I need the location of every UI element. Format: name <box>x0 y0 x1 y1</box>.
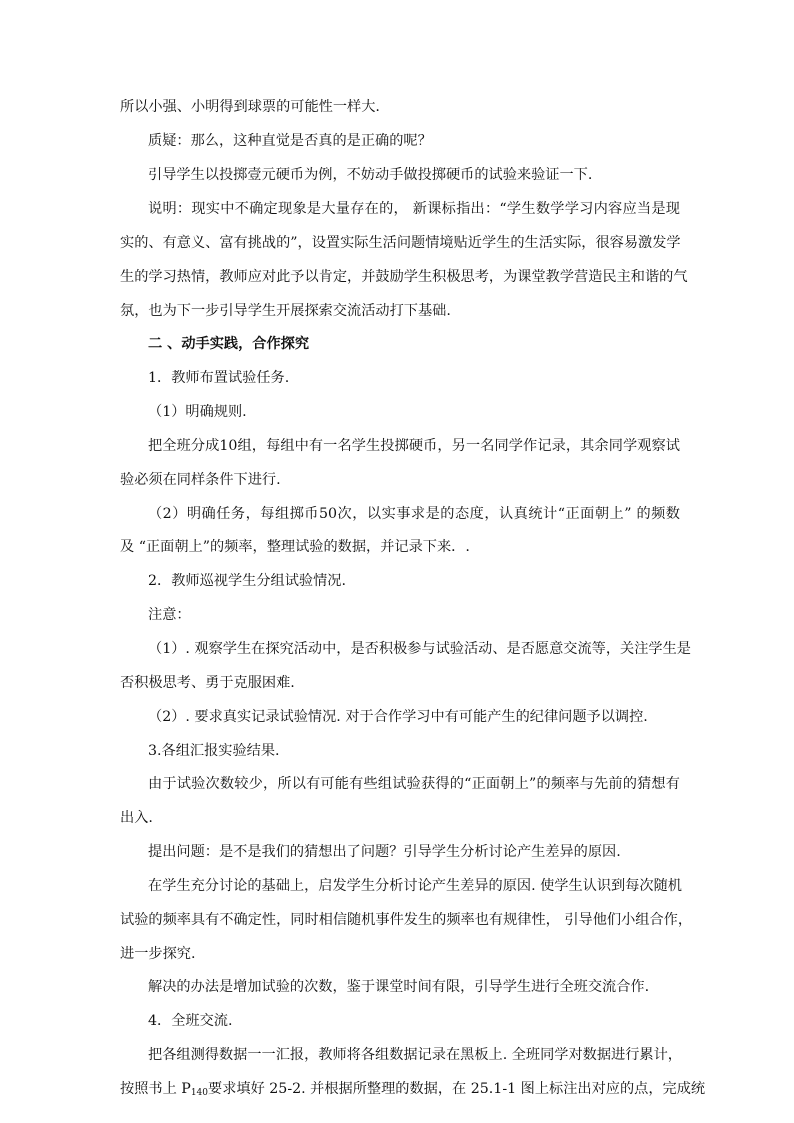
line-text-after: 要求填好 25-2. 并根据所整理的数据，在 25.1-1 图上标注出对应的点，完成统 <box>208 1081 706 1097</box>
paragraph-line: 说明：现实中不确定现象是大量存在的， 新课标指出：“学生数学学习内容应当是现 <box>148 201 680 217</box>
paragraph-line: 提出问题：是不是我们的猜想出了问题？引导学生分析讨论产生差异的原因. <box>148 844 621 860</box>
paragraph-line: 2．教师巡视学生分组试验情况. <box>148 573 346 589</box>
paragraph-line: 解决的办法是增加试验的次数，鉴于课堂时间有限，引导学生进行全班交流合作. <box>148 979 650 995</box>
paragraph-line: 试验的频率具有不确定性，同时相信随机事件发生的频率也有规律性， 引导他们小组合作， <box>120 912 693 928</box>
paragraph-line: 3.各组汇报实验结果. <box>148 743 280 759</box>
paragraph-line: 引导学生以投掷壹元硬币为例，不妨动手做投掷硬币的试验来验证一下. <box>148 167 593 183</box>
paragraph-line: 1．教师布置试验任务. <box>148 370 290 386</box>
paragraph-line: （2）. 要求真实记录试验情况. 对于合作学习中有可能产生的纪律问题予以调控. <box>148 709 648 725</box>
paragraph-line: 质疑：那么，这种直觉是否真的是正确的呢？ <box>148 133 432 149</box>
line-text-before: 按照书上 P <box>120 1081 191 1097</box>
paragraph-line: 氛，也为下一步引导学生开展探索交流活动打下基础. <box>120 303 451 319</box>
paragraph-line: 出入. <box>120 810 153 826</box>
paragraph-line: （2）明确任务，每组掷币50次，以实事求是的态度，认真统计“正面朝上” 的频数 <box>148 506 680 522</box>
paragraph-line: 否积极思考、勇于克服困难. <box>120 675 295 691</box>
paragraph-line: 进一步探究. <box>120 946 196 962</box>
paragraph-line: （1）. 观察学生在探究活动中，是否积极参与试验活动、是否愿意交流等，关注学生是 <box>148 641 691 657</box>
paragraph-line: 由于试验次数较少，所以有可能有些组试验获得的“正面朝上”的频率与先前的猜想有 <box>148 776 680 792</box>
paragraph-line: 4．全班交流. <box>148 1013 233 1029</box>
paragraph-line: 实的、有意义、富有挑战的”，设置实际生活问题情境贴近学生的生活实际，很容易激发学 <box>120 235 681 251</box>
paragraph-line-with-subscript <box>120 1079 706 1099</box>
paragraph-line: 及 “正面朝上”的频率，整理试验的数据，并记录下来．. <box>120 539 470 555</box>
paragraph-line: （1）明确规则. <box>148 404 247 420</box>
paragraph-line: 验必须在同样条件下进行. <box>120 472 281 488</box>
paragraph-line: 注意： <box>148 607 191 623</box>
paragraph-line: 所以小强、小明得到球票的可能性一样大. <box>120 99 380 115</box>
page-subscript: 140 <box>190 1088 208 1098</box>
paragraph-line: 生的学习热情，教师应对此予以肯定，并鼓励学生积极思考，为课堂教学营造民主和谐的气 <box>120 269 688 285</box>
section-heading: 二 、动手实践，合作探究 <box>148 336 310 352</box>
paragraph-line: 把各组测得数据一一汇报，教师将各组数据记录在黑板上. 全班同学对数据进行累计， <box>148 1047 682 1063</box>
paragraph-line: 把全班分成10组，每组中有一名学生投掷硬币，另一名同学作记录，其余同学观察试 <box>148 438 680 454</box>
paragraph-line: 在学生充分讨论的基础上，启发学生分析讨论产生差异的原因. 使学生认识到每次随机 <box>148 878 682 894</box>
